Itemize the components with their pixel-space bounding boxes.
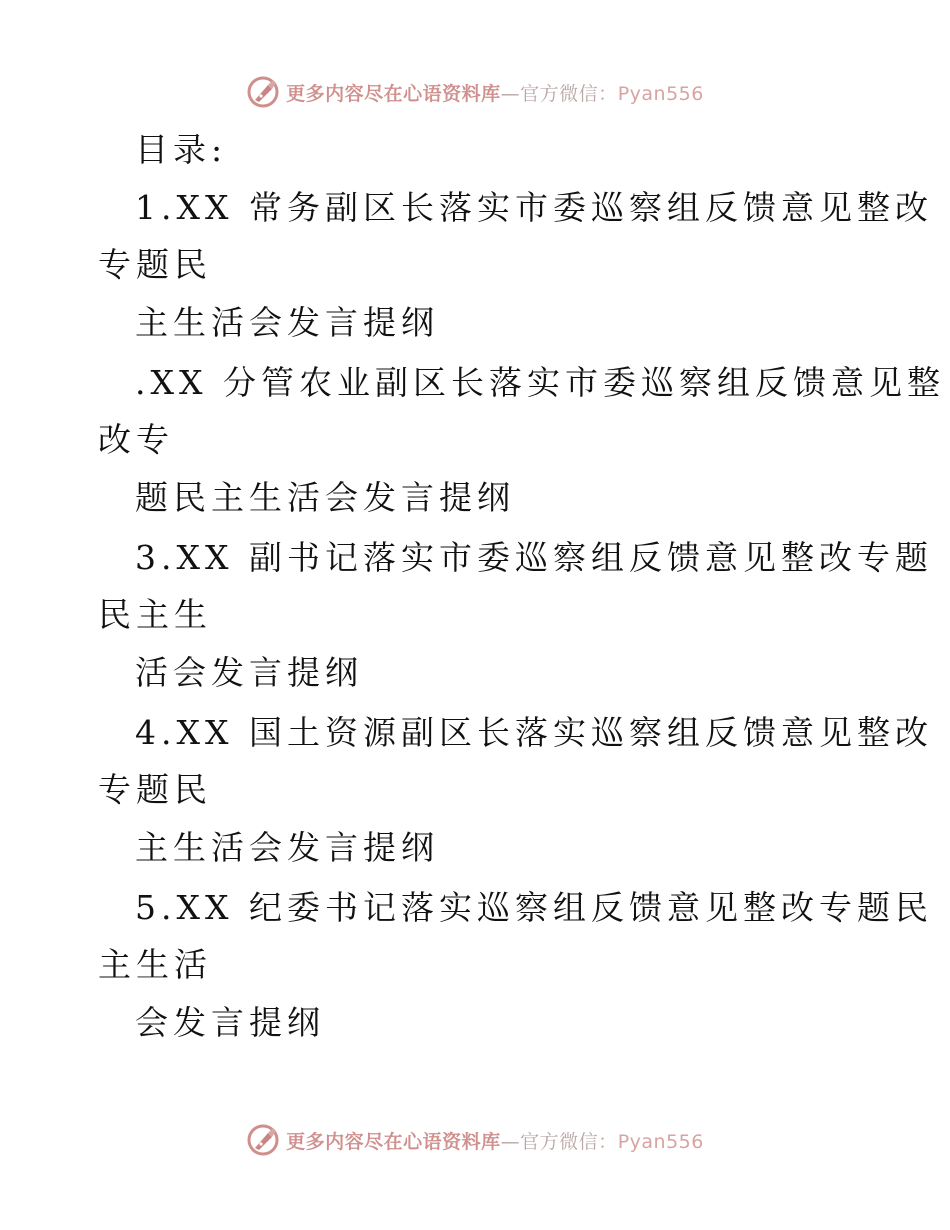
toc-item-5-line-1: 5.XX 纪委书记落实巡察组反馈意见整改专题民 bbox=[135, 888, 933, 927]
toc-item-4-line-2: 专题民 bbox=[98, 770, 212, 809]
toc-item-4-line-3: 主生活会发言提纲 bbox=[135, 828, 439, 867]
fountain-pen-logo-icon bbox=[246, 75, 280, 109]
toc-heading: 目录: bbox=[135, 130, 228, 169]
toc-item-2-line-2: 改专 bbox=[98, 420, 174, 459]
watermark-text: 更多内容尽在心语资料库—官方微信：Pyan556 bbox=[286, 82, 704, 105]
toc-item-4-line-1: 4.XX 国土资源副区长落实巡察组反馈意见整改 bbox=[135, 713, 933, 752]
watermark-text: 更多内容尽在心语资料库—官方微信：Pyan556 bbox=[286, 1130, 704, 1153]
toc-item-5-line-2: 主生活 bbox=[98, 945, 212, 984]
toc-item-1-line-3: 主生活会发言提纲 bbox=[135, 303, 439, 342]
toc-item-1-line-2: 专题民 bbox=[98, 245, 212, 284]
toc-item-3-line-1: 3.XX 副书记落实市委巡察组反馈意见整改专题 bbox=[135, 538, 933, 577]
toc-item-5-line-3: 会发言提纲 bbox=[135, 1003, 325, 1042]
footer-watermark bbox=[0, 1120, 950, 1160]
header-watermark bbox=[0, 72, 950, 112]
fountain-pen-logo-icon bbox=[246, 1123, 280, 1157]
toc-item-2-line-1: .XX 分管农业副区长落实市委巡察组反馈意见整 bbox=[135, 363, 945, 402]
toc-item-2-line-3: 题民主生活会发言提纲 bbox=[135, 478, 515, 517]
toc-item-3-line-2: 民主生 bbox=[98, 595, 212, 634]
toc-item-3-line-3: 活会发言提纲 bbox=[135, 653, 363, 692]
toc-item-1-line-1: 1.XX 常务副区长落实市委巡察组反馈意见整改 bbox=[135, 188, 933, 227]
